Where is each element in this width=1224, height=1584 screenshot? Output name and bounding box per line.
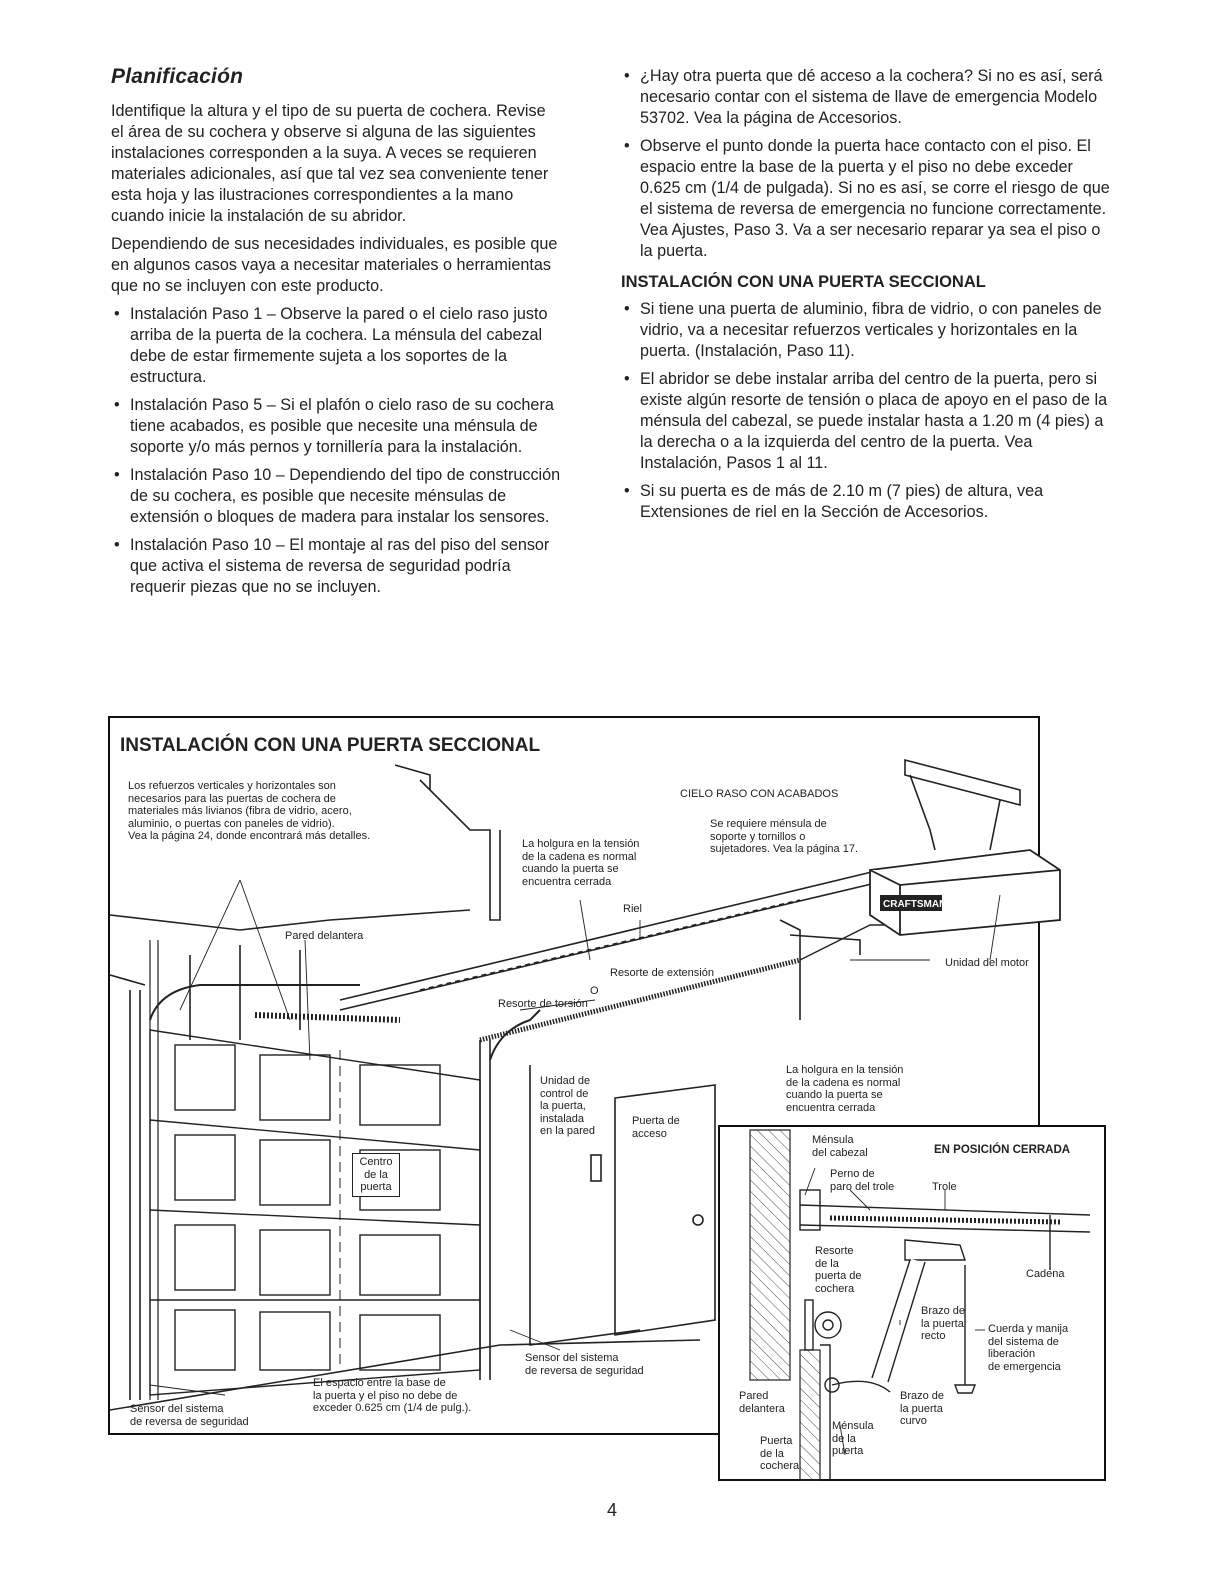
- sensor-left-label: Sensor del sistema de reversa de seguridad: [130, 1403, 249, 1428]
- trolley-stop-label: Perno de paro del trole: [830, 1168, 895, 1193]
- bracket-required-note: Se requiere ménsula de soporte y tornillos o sujetadores. Vea la página 17.: [710, 818, 859, 855]
- extension-spring-label: Resorte de extensión: [610, 967, 714, 979]
- access-door-label: Puerta de acceso: [632, 1115, 680, 1140]
- list-item: • Observe el punto donde la puerta hace contacto con el piso. El espacio entre la base de la puerta y el piso no debe exceder 0.625 cm (1/4 de pulgada). Si no es así, se corre el riesgo de que el sistema de reversa de emergencia no funcione correctamente. Vea Ajustes, Paso 3. Va a ser necesario reparar ya sea el piso o la puerta.: [624, 137, 1110, 260]
- release-cord-label: Cuerda y manija del sistema de liberación de emergencia: [988, 1323, 1069, 1373]
- door-control-label: Unidad de control de la puerta, instalada en la pared: [540, 1075, 596, 1137]
- trolley-label: Trole: [932, 1181, 957, 1193]
- sensor-right-label: Sensor del sistema de reversa de seguridad: [525, 1352, 644, 1377]
- front-wall-section: [750, 1130, 790, 1380]
- list-item: • Si tiene una puerta de aluminio, fibra de vidrio, o con paneles de vidrio, va a necesitar refuerzos verticales y horizontales en la puerta. (Instalación, Paso 11).: [624, 300, 1102, 360]
- garage-door-section: [800, 1350, 820, 1480]
- list-item: • El abridor se debe instalar arriba del centro de la puerta, pero si existe algún resorte de tensión o placa de apoyo en el paso de la ménsula del cabezal, se puede instalar hasta a 1.20 m (4 pies) a la derecha o a la izquierda del centro de la puerta. Vea Instalación, Pasos 1 al 11.: [624, 370, 1108, 472]
- list-item: • ¿Hay otra puerta que dé acceso a la cochera? Si no es así, será necesario contar con el sistema de llave de emergencia Modelo 53702. Vea la página de Accesorios.: [624, 67, 1103, 127]
- list-item: • Si su puerta es de más de 2.10 m (7 pies) de altura, vea Extensiones de riel en la Sección de Accesorios.: [624, 482, 1044, 521]
- chain: [830, 1218, 1060, 1222]
- chain-slack-note-top: La holgura en la tensión de la cadena es normal cuando la puerta se encuentra cerrada: [522, 838, 640, 888]
- list-item: • Instalación Paso 5 – Si el plafón o cielo raso de su cochera tiene acabados, es posible que necesite una ménsula de soporte y/o más pernos y tornillería para la instalación.: [114, 396, 554, 456]
- door-center-label: Centro de la puerta: [352, 1153, 400, 1197]
- list-item: • Instalación Paso 1 – Observe la pared o el cielo raso justo arriba de la puerta de la cochera. La ménsula del cabezal debe de estar firmemente sujeta a los soportes de la estructura.: [114, 305, 548, 386]
- motor-unit-label: Unidad del motor: [945, 957, 1029, 969]
- header-bracket-label: Ménsula del cabezal: [812, 1134, 868, 1159]
- intro-paragraph: Identifique la altura y el tipo de su puerta de cochera. Revise el área de su cochera y observe si alguna de las siguientes instalaciones corresponden a la suya. A veces se requieren materiales adicionales, así que tal vez sea conveniente tener esta hoja y las ilustraciones correspondientes a la mano cuando inicie la instalación de su abridor.: [111, 102, 549, 225]
- door-spring-label: Resorte de la puerta de cochera: [815, 1245, 862, 1295]
- torsion-spring-label: Resorte de torsión: [498, 998, 588, 1010]
- front-wall-label: Pared delantera: [285, 930, 364, 942]
- rail-label: Riel: [623, 903, 642, 915]
- curved-arm-label: Brazo de la puerta curvo: [900, 1390, 945, 1427]
- straight-arm-label: Brazo de la puerta recto: [921, 1305, 966, 1342]
- chain-label: Cadena: [1026, 1268, 1065, 1280]
- brand-logo: CRAFTSMAN: [883, 899, 947, 910]
- gap-note: El espacio entre la base de la puerta y el piso no debe de exceder 0.625 cm (1/4 de pulg.).: [313, 1377, 472, 1414]
- section-heading: INSTALACIÓN CON UNA PUERTA SECCIONAL: [621, 273, 986, 291]
- inset-garage-door-label: Puerta de la cochera: [760, 1435, 800, 1472]
- list-item: • Instalación Paso 10 – El montaje al ras del piso del sensor que activa el sistema de reversa de seguridad podría requerir piezas que no se incluyen.: [114, 536, 550, 596]
- reinforcement-note: Los refuerzos verticales y horizontales son necesarios para las puertas de cochera de materiales más livianos (fibra de vidrio, acero, aluminio, o puertas con paneles de vidrio). Vea la página 24, donde encontrará más detalles.: [128, 780, 371, 842]
- page-title: Planificación: [111, 65, 244, 88]
- inset-front-wall-label: Pared delantera: [739, 1390, 785, 1415]
- door-bracket-label: Ménsula de la puerta: [832, 1420, 874, 1457]
- figure-title: INSTALACIÓN CON UNA PUERTA SECCIONAL: [120, 735, 541, 756]
- chain-slack-note-bottom: La holgura en la tensión de la cadena es normal cuando la puerta se encuentra cerrada: [786, 1064, 904, 1114]
- list-item: • Instalación Paso 10 – Dependiendo del tipo de construcción de su cochera, es posible que necesite ménsulas de extensión o bloques de madera para instalar los sensores.: [114, 466, 561, 526]
- inset-title: EN POSICIÓN CERRADA: [934, 1144, 1071, 1156]
- page-number: 4: [606, 1500, 617, 1520]
- or-label: O: [590, 985, 599, 997]
- needs-paragraph: Dependiendo de sus necesidades individuales, es posible que en algunos casos vaya a necesitar materiales o herramientas que no se incluyen con este producto.: [111, 235, 558, 295]
- trolley: [905, 1240, 965, 1260]
- finished-ceiling-label: CIELO RASO CON ACABADOS: [680, 788, 839, 800]
